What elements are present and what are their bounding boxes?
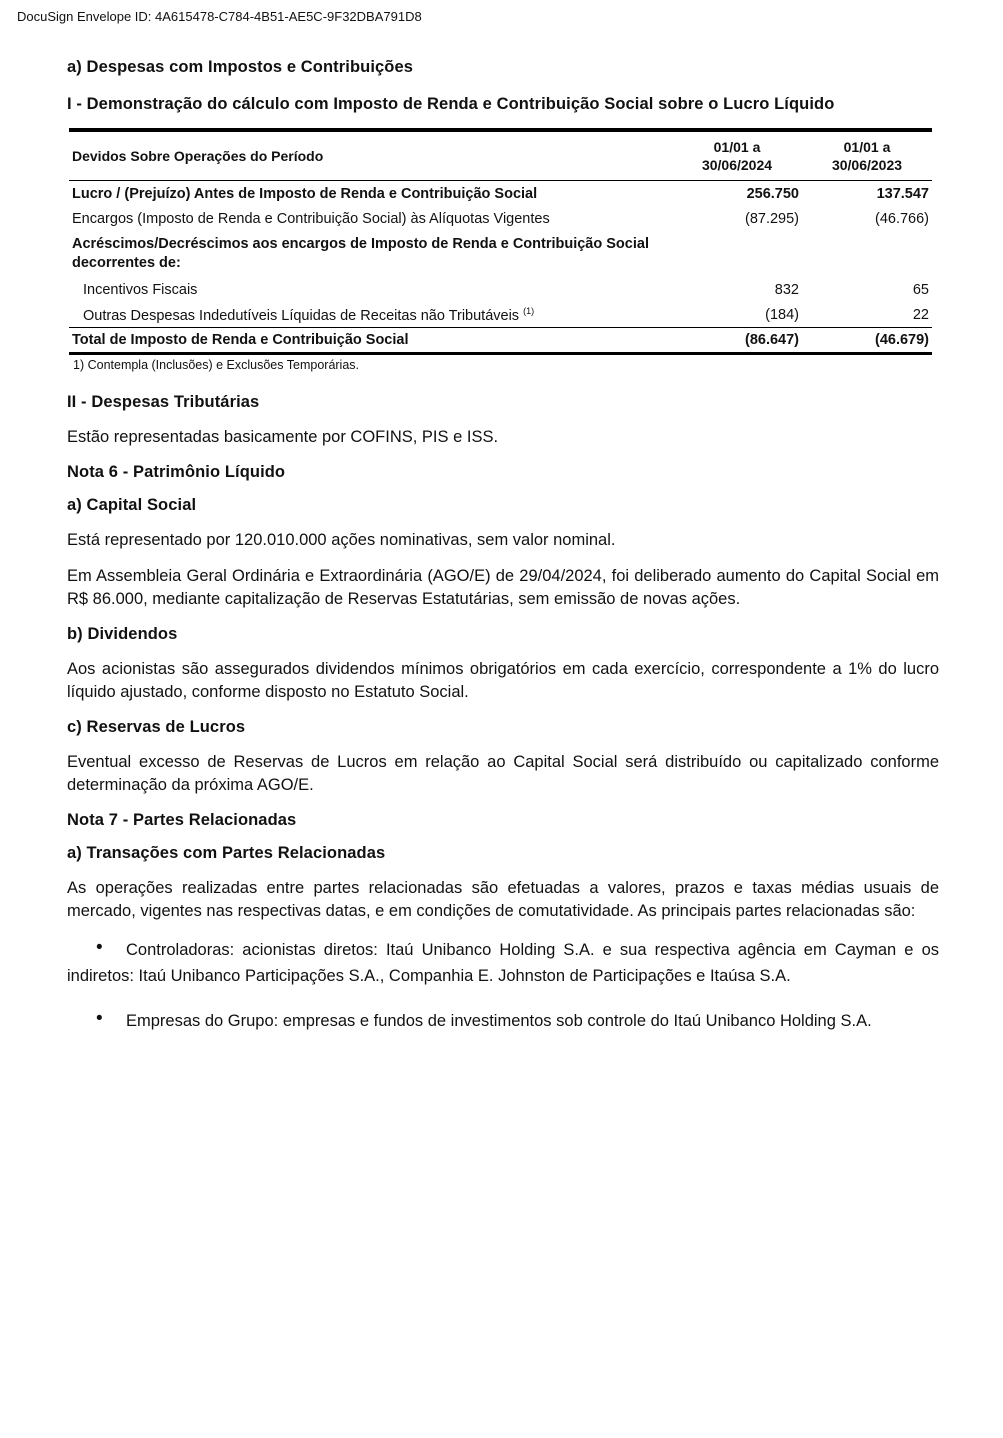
section-ii-title: II - Despesas Tributárias (67, 393, 260, 411)
bullet-icon: • (96, 937, 103, 958)
row-value-2024: 256.750 (746, 185, 799, 202)
list-item (67, 937, 939, 989)
bullet-icon: • (96, 1008, 103, 1029)
row-label: Lucro / (Prejuízo) Antes de Imposto de Renda e Contribuição Social (72, 185, 538, 202)
transacoes-title: a) Transações com Partes Relacionadas (67, 844, 386, 862)
group-label: Acréscimos/Decréscimos aos encargos de Imposto de Renda e Contribuição Social decorrentes de: (72, 236, 649, 271)
total-value-2023: (46.679) (802, 328, 932, 354)
table-row (69, 277, 932, 302)
table-row (69, 181, 932, 207)
row-value-2023: 137.547 (876, 185, 929, 202)
section-i-title: I - Demonstração do cálculo com Imposto de Renda e Contribuição Social sobre o Lucro Líquido (67, 95, 835, 113)
table-row (69, 302, 932, 328)
section-ii-text: Estão representadas basicamente por COFINS, PIS e ISS. (67, 428, 499, 446)
row-value-2023: 65 (912, 281, 929, 298)
header-col-2024-line1: 01/01 a (713, 139, 761, 155)
table-footnote: 1) Contempla (Inclusões) e Exclusões Temporárias. (73, 358, 360, 372)
header-col-2023-line1: 01/01 a (843, 139, 891, 155)
dividendos-text: Aos acionistas são assegurados dividendos mínimos obrigatórios em cada exercício, correspondente a 1% do lucro líquido ajustado, conforme disposto no Estatuto Social. (67, 660, 939, 701)
row-value-2024: (184) (765, 306, 799, 323)
header-col-2023-line2: 30/06/2023 (831, 157, 903, 173)
total-value-2024: (86.647) (672, 328, 802, 354)
table-total-row (69, 328, 932, 354)
row-label: Encargos (Imposto de Renda e Contribuição Social) às Alíquotas Vigentes (72, 210, 550, 227)
footnote-marker: (1) (523, 305, 535, 316)
header-col-2023 (802, 130, 932, 181)
row-value-2024: (87.295) (744, 210, 799, 227)
header-col-2024 (672, 130, 802, 181)
nota6-title: Nota 6 - Patrimônio Líquido (67, 463, 286, 481)
list-item-text: Controladoras: acionistas diretos: Itaú Unibanco Holding S.A. e sua respectiva agência em Cayman e os indiretos: Itaú Unibanco Participações S.A., Companhia E. Johnston de Participações e Itaúsa S.A. (67, 941, 939, 985)
row-value-2024: 832 (774, 281, 799, 298)
envelope-id: DocuSign Envelope ID: 4A615478-C784-4B51-AE5C-9F32DBA791D8 (17, 9, 422, 24)
header-label: Devidos Sobre Operações do Período (69, 130, 672, 181)
row-value-2023: 22 (912, 306, 929, 323)
reservas-title: c) Reservas de Lucros (67, 718, 246, 736)
related-parties-list (67, 937, 939, 1034)
header-col-2024-line2: 30/06/2024 (701, 157, 773, 173)
transacoes-text: As operações realizadas entre partes relacionadas são efetuadas a valores, prazos e taxas médias usuais de mercado, vigentes nas respectivas datas, e em condições de comutatividade. As principais partes relacionadas são: (67, 879, 939, 920)
tax-calculation-table (69, 128, 932, 355)
row-label-with-footnote (69, 302, 672, 328)
total-label: Total de Imposto de Renda e Contribuição Social (69, 328, 672, 354)
nota7-title: Nota 7 - Partes Relacionadas (67, 811, 297, 829)
section-a-title: a) Despesas com Impostos e Contribuições (67, 58, 414, 76)
dividendos-title: b) Dividendos (67, 625, 178, 643)
capital-title: a) Capital Social (67, 496, 197, 514)
table-row (69, 206, 932, 231)
reservas-text: Eventual excesso de Reservas de Lucros em relação ao Capital Social será distribuído ou capitalizado conforme determinação da próxima AGO/E. (67, 753, 939, 794)
row-label: Incentivos Fiscais (83, 281, 198, 298)
list-item-text: Empresas do Grupo: empresas e fundos de investimentos sob controle do Itaú Unibanco Holding S.A. (126, 1012, 872, 1030)
document-body (67, 58, 939, 1034)
capital-text-2: Em Assembleia Geral Ordinária e Extraordinária (AGO/E) de 29/04/2024, foi deliberado aumento do Capital Social em R$ 86.000, mediante capitalização de Reservas Estatutárias, sem emissão de novas ações. (67, 567, 939, 608)
row-value-2023: (46.766) (874, 210, 929, 227)
capital-text-1: Está representado por 120.010.000 ações nominativas, sem valor nominal. (67, 531, 616, 549)
table-header-row (69, 130, 932, 181)
list-item (67, 1008, 939, 1034)
row-label: Outras Despesas Indedutíveis Líquidas de Receitas não Tributáveis (83, 307, 520, 324)
table-group-row (69, 231, 932, 277)
